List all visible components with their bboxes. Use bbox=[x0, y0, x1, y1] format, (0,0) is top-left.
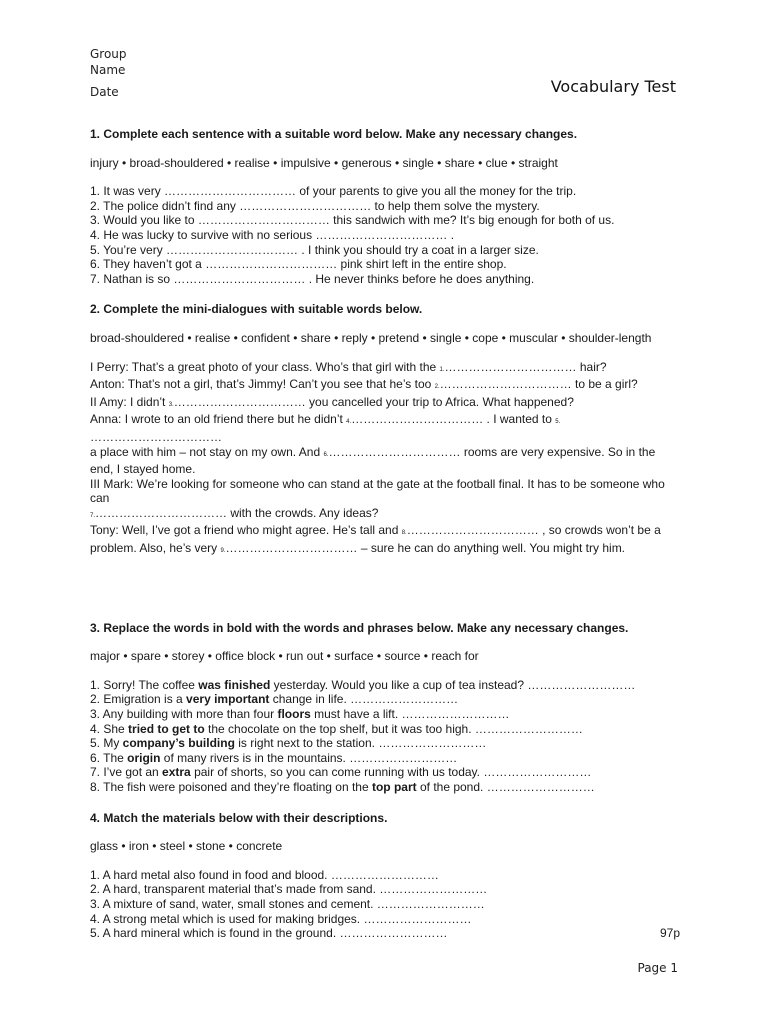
item-text: 6. The bbox=[90, 750, 128, 765]
dialogue-text: a place with him – not stay on my own. And bbox=[90, 444, 324, 459]
group-label: Group bbox=[90, 47, 127, 61]
item-text: 8. The fish were poisoned and they’re floating on the bbox=[90, 780, 372, 794]
item-text: the chocolate on the top shelf, but it was too high. ……………………… bbox=[204, 721, 583, 736]
item-text: 7. I’ve got an bbox=[90, 765, 163, 780]
item-text: yesterday. Would you like a cup of tea instead? ……………………… bbox=[270, 677, 636, 692]
item-text: pair of shorts, so you can come running with us today. ……………………… bbox=[190, 765, 592, 780]
section-1-wordlist: injury • broad-shouldered • realise • impulsive • generous • single • share • clue • straight bbox=[90, 155, 558, 170]
dialogue-text: Anna: I wrote to an old friend there but he didn’t bbox=[90, 412, 347, 427]
date-label: Date bbox=[90, 85, 119, 99]
section-2 bbox=[90, 302, 680, 558]
section-4-item: 2. A hard, transparent material that’s made from sand. ……………………… bbox=[90, 882, 488, 897]
dialogue-line bbox=[90, 395, 680, 413]
dialogue-text: …………………………… . I wanted to bbox=[351, 412, 556, 427]
section-2-dialogues bbox=[90, 360, 680, 559]
item-text: 3. Any building with more than four bbox=[90, 707, 278, 722]
test-content bbox=[90, 127, 680, 941]
dialogue-line bbox=[90, 360, 680, 378]
dialogue-line bbox=[90, 523, 680, 558]
item-text: 5. My bbox=[90, 736, 123, 751]
gap-number: 3. bbox=[168, 401, 174, 408]
item-text: change in life. ……………………… bbox=[269, 692, 459, 707]
section-1-item: 7. Nathan is so …………………………… . He never thinks before he does anything. bbox=[90, 271, 535, 286]
item-text: of many rivers is in the mountains. ……………………… bbox=[160, 750, 458, 765]
gap-number: 9. bbox=[220, 548, 226, 555]
bold-phrase: was finished bbox=[198, 677, 271, 692]
gap-number: 8. bbox=[401, 530, 407, 537]
section-4-item: 3. A mixture of sand, water, small stones and cement. ……………………… bbox=[90, 896, 485, 911]
section-4-title: 4. Match the materials below with their descriptions. bbox=[90, 810, 388, 825]
bold-phrase: floors bbox=[277, 707, 311, 722]
dialogue-line: III Mark: We’re looking for someone who can stand at the gate at the football final. It has to be someone who can bbox=[90, 476, 665, 506]
dialogue-line bbox=[90, 412, 680, 430]
bold-phrase: top part bbox=[371, 780, 417, 794]
item-text: 1. Sorry! The coffee bbox=[90, 677, 199, 692]
item-text: must have a lift. ……………………… bbox=[310, 707, 510, 722]
dialogue-text: …………………………… , so crowds won’t be a problem. Also, he’s very bbox=[90, 523, 661, 556]
dialogue-text: …………………………… you cancelled your trip to Africa. What happened? bbox=[173, 394, 574, 409]
item-text: 5. A hard mineral which is found in the ground. ……………………… bbox=[90, 926, 448, 941]
dialogue-text: …………………………… rooms are very expensive. So in the end, I stayed home. bbox=[90, 444, 656, 477]
section-1-item: 5. You’re very …………………………… . I think you should try a coat in a larger size. bbox=[90, 242, 539, 257]
section-1-title: 1. Complete each sentence with a suitable word below. Make any necessary changes. bbox=[90, 127, 578, 141]
dialogue-text: Anton: That’s not a girl, that’s Jimmy! Can’t you see that he’s too bbox=[90, 377, 435, 392]
section-1-item: 3. Would you like to …………………………… this sandwich with me? It’s big enough for both of us. bbox=[90, 213, 615, 228]
gap-number: 1. bbox=[439, 366, 445, 373]
item-text: 4. She bbox=[90, 721, 129, 736]
section-3-item bbox=[90, 722, 680, 737]
section-4-wordlist: glass • iron • steel • stone • concrete bbox=[90, 839, 283, 854]
dialogue-line: …………………………… bbox=[90, 429, 222, 444]
section-1 bbox=[90, 127, 680, 286]
section-2-wordlist: broad-shouldered • realise • confident • share • reply • pretend • single • cope • muscular • shoulder-length bbox=[90, 330, 652, 345]
bold-phrase: tried to get to bbox=[128, 721, 205, 736]
section-3-item bbox=[90, 736, 680, 751]
section-2-title: 2. Complete the mini-dialogues with suitable words below. bbox=[90, 302, 423, 317]
bold-phrase: company’s building bbox=[122, 736, 235, 751]
section-4-item: 1. A hard metal also found in food and blood. ……………………… bbox=[90, 867, 439, 882]
gap-number: 4. bbox=[346, 419, 352, 426]
section-3 bbox=[90, 621, 680, 795]
name-label: Name bbox=[90, 63, 126, 77]
dialogue-text: …………………………… with the crowds. Any ideas? bbox=[95, 505, 379, 520]
dialogue-text: I Perry: That’s a great photo of your class. Who’s that girl with the bbox=[90, 359, 440, 374]
section-3-item bbox=[90, 780, 680, 795]
section-3-wordlist: major • spare • storey • office block • run out • surface • source • reach for bbox=[90, 649, 479, 664]
section-4-item: 4. A strong metal which is used for making bridges. ……………………… bbox=[90, 911, 472, 926]
section-4-items bbox=[90, 868, 680, 941]
section-4-item bbox=[90, 926, 680, 941]
item-text: of the pond. ……………………… bbox=[416, 780, 595, 794]
section-1-item: 1. It was very …………………………… of your parents to give you all the money for the trip. bbox=[90, 184, 577, 199]
section-3-item bbox=[90, 751, 680, 766]
section-1-item: 6. They haven’t got a …………………………… pink shirt left in the entire shop. bbox=[90, 257, 507, 272]
section-3-item bbox=[90, 707, 680, 722]
item-text: is right next to the station. ……………………… bbox=[234, 736, 487, 751]
section-4 bbox=[90, 811, 680, 941]
section-3-items bbox=[90, 678, 680, 795]
dialogue-text: II Amy: I didn’t bbox=[90, 394, 169, 409]
section-1-items bbox=[90, 184, 680, 286]
dialogue-line bbox=[90, 377, 680, 395]
page-number: Page 1 bbox=[637, 961, 678, 975]
page-title: Vocabulary Test bbox=[550, 77, 676, 96]
dialogue-line bbox=[90, 506, 680, 524]
bold-phrase: very important bbox=[186, 692, 270, 707]
score-total: 97p bbox=[659, 926, 680, 941]
section-3-item bbox=[90, 765, 680, 780]
bold-phrase: origin bbox=[127, 750, 161, 765]
gap-number: 5. bbox=[555, 419, 561, 426]
gap-number: 2. bbox=[434, 384, 440, 391]
dialogue-text: …………………………… – sure he can do anything well. You might try him. bbox=[225, 541, 626, 556]
gap-number: 6. bbox=[323, 451, 329, 458]
section-3-item bbox=[90, 678, 680, 693]
dialogue-text: …………………………… to be a girl? bbox=[439, 377, 638, 392]
section-3-item bbox=[90, 692, 680, 707]
header-fields bbox=[90, 46, 127, 100]
dialogue-text: Tony: Well, I’ve got a friend who might agree. He’s tall and bbox=[90, 523, 402, 538]
gap-number: 7. bbox=[90, 512, 96, 519]
dialogue-text: …………………………… hair? bbox=[444, 359, 607, 374]
dialogue-line bbox=[90, 445, 680, 477]
section-3-title: 3. Replace the words in bold with the words and phrases below. Make any necessary changes. bbox=[90, 620, 629, 635]
section-1-item: 4. He was lucky to survive with no serious …………………………… . bbox=[90, 227, 455, 242]
item-text: 2. Emigration is a bbox=[90, 692, 187, 707]
section-1-item: 2. The police didn’t find any …………………………… to help them solve the mystery. bbox=[90, 198, 540, 213]
bold-phrase: extra bbox=[162, 765, 191, 780]
